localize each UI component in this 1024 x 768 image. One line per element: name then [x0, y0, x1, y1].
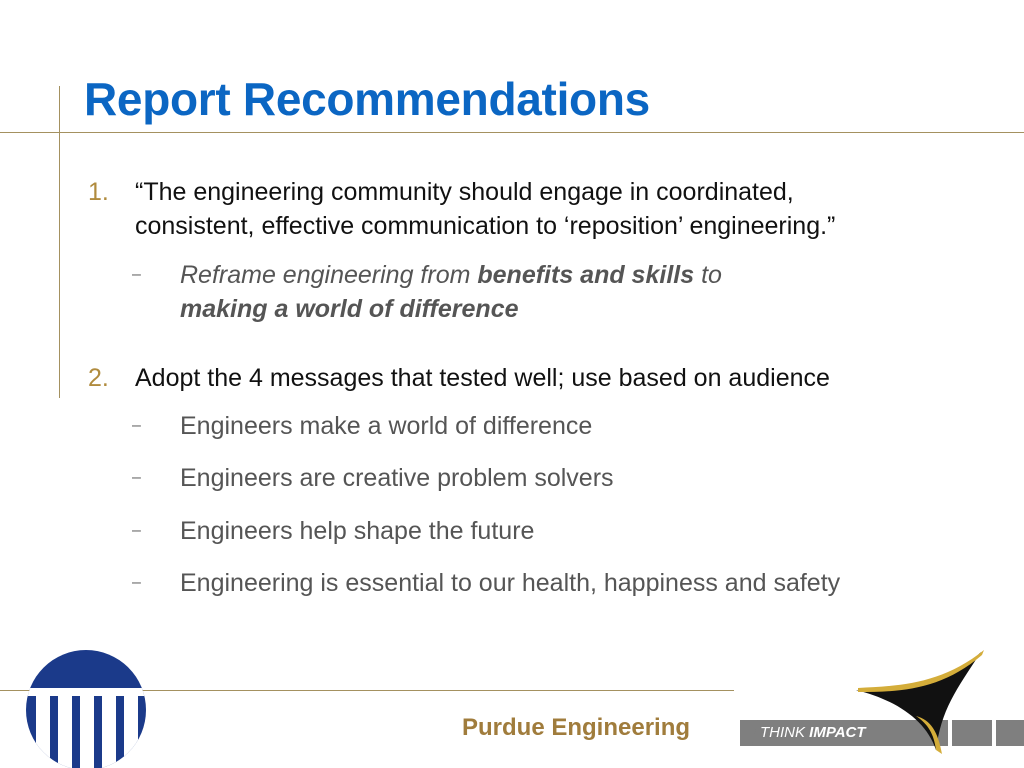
dash-bullet: –	[132, 417, 141, 434]
sub-text-emphasis: benefits and skills	[477, 261, 695, 289]
list-item-text-line: Adopt the 4 messages that tested well; use based on audience	[135, 364, 830, 392]
dash-bullet: –	[132, 522, 141, 539]
sub-text-part: Reframe engineering from	[180, 261, 478, 289]
sub-item-text: Engineers are creative problem solvers	[180, 464, 614, 492]
list-item-text-line: “The engineering community should engage in coordinated,	[135, 178, 794, 206]
dash-bullet: –	[132, 266, 141, 283]
list-item-text-line: consistent, effective communication to ‘reposition’ engineering.”	[135, 212, 836, 240]
sub-item-text: Engineers make a world of difference	[180, 412, 593, 440]
sub-text-part: to	[694, 261, 722, 289]
header-vertical-rule	[59, 86, 60, 398]
think-impact-tagline	[760, 724, 866, 741]
sub-item-text: Engineers help shape the future	[180, 517, 535, 545]
tagline-impact: IMPACT	[809, 724, 866, 741]
list-number: 2.	[88, 364, 109, 392]
slide-title: Report Recommendations	[84, 73, 650, 125]
header-horizontal-rule	[0, 132, 1024, 133]
sub-item-text	[180, 258, 722, 292]
sub-item-text: Engineering is essential to our health, happiness and safety	[180, 569, 841, 597]
sub-text-emphasis: making a world of difference	[180, 295, 519, 323]
tagline-think: THINK	[760, 724, 805, 741]
purdue-engineering-label: Purdue Engineering	[462, 714, 691, 741]
dash-bullet: –	[132, 469, 141, 486]
think-impact-swoosh-logo-icon	[856, 650, 1016, 758]
list-number: 1.	[88, 178, 109, 206]
dash-bullet: –	[132, 574, 141, 591]
purdue-arches-logo-icon	[24, 648, 148, 768]
